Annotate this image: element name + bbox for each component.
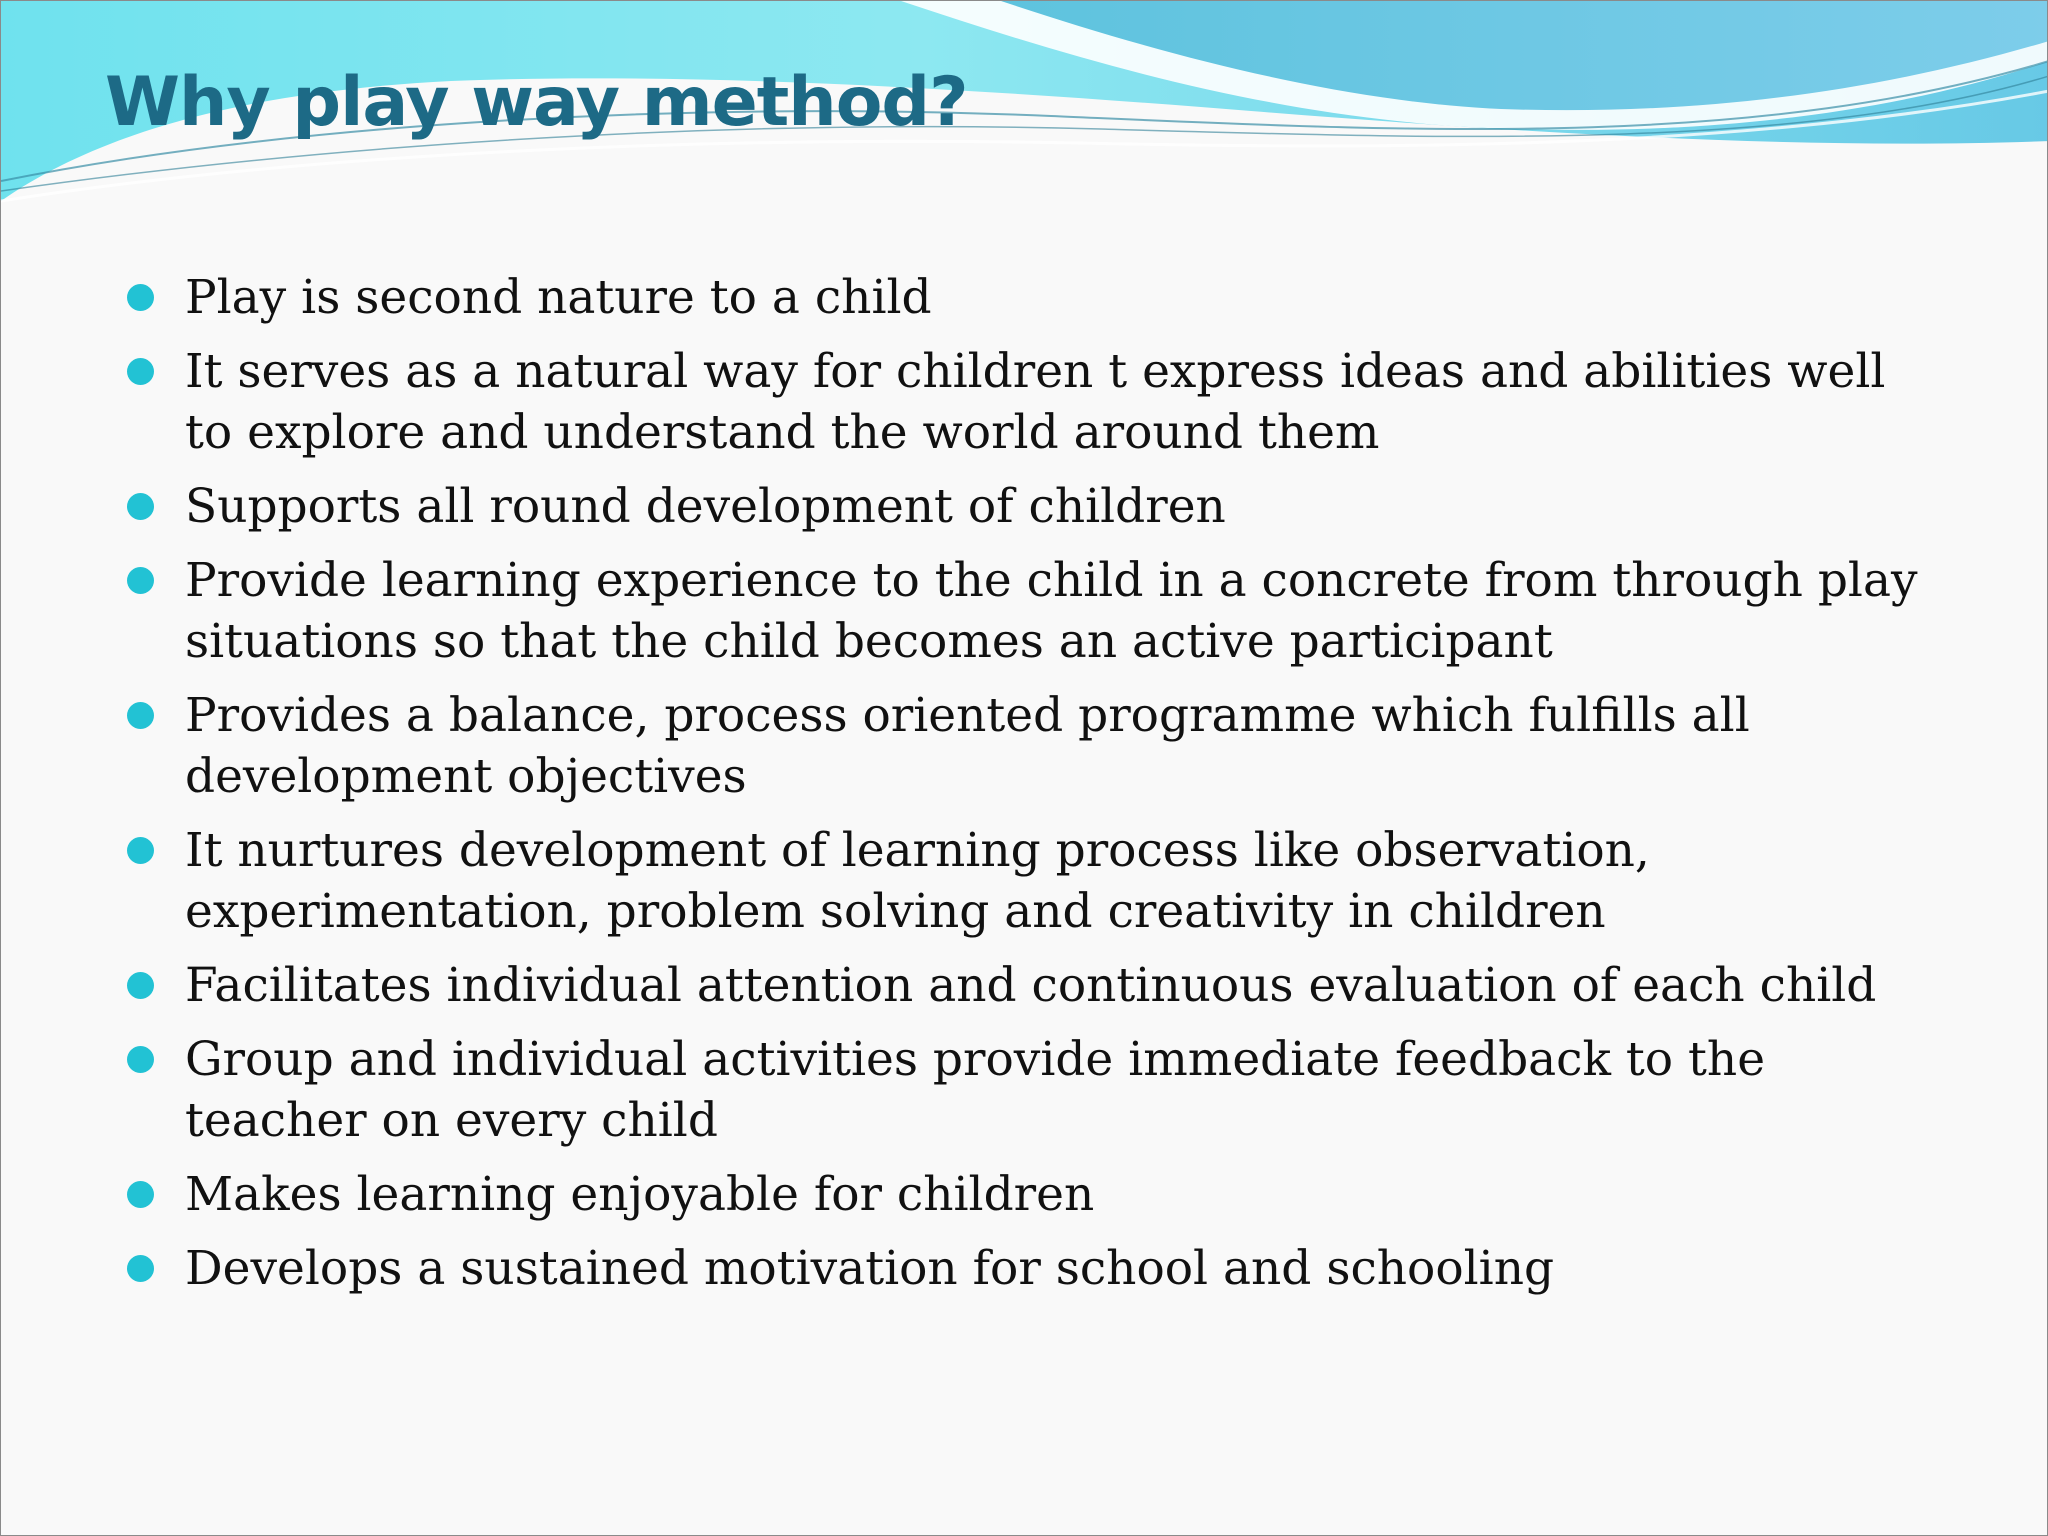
slide-title: Why play way method? <box>105 63 968 142</box>
list-item <box>127 1164 1927 1225</box>
bullet-text: Provide learning experience to the child in a concrete from through play situations so that the child becomes an active participant <box>185 553 1918 669</box>
bullet-list <box>127 267 1927 1312</box>
list-item <box>127 341 1927 463</box>
bullet-text: Group and individual activities provide immediate feedback to the teacher on every child <box>185 1032 1766 1148</box>
bullet-dot-icon <box>127 1255 154 1282</box>
bullet-dot-icon <box>127 972 154 999</box>
list-item <box>127 820 1927 942</box>
bullet-text: Facilitates individual attention and continuous evaluation of each child <box>185 958 1877 1013</box>
bullet-dot-icon <box>127 1181 154 1208</box>
bullet-dot-icon <box>127 493 154 520</box>
list-item <box>127 1238 1927 1299</box>
bullet-text: It serves as a natural way for children t express ideas and abilities well to explore and understand the world around them <box>185 344 1886 460</box>
bullet-dot-icon <box>127 1046 154 1073</box>
bullet-text: Play is second nature to a child <box>185 270 932 325</box>
bullet-text: Makes learning enjoyable for children <box>185 1167 1095 1222</box>
bullet-dot-icon <box>127 567 154 594</box>
bullet-dot-icon <box>127 837 154 864</box>
list-item <box>127 267 1927 328</box>
bullet-dot-icon <box>127 358 154 385</box>
bullet-dot-icon <box>127 284 154 311</box>
list-item <box>127 550 1927 672</box>
bullet-dot-icon <box>127 702 154 729</box>
list-item <box>127 955 1927 1016</box>
bullet-text: It nurtures development of learning process like observation, experimentation, problem solving and creativity in children <box>185 823 1650 939</box>
bullet-text: Develops a sustained motivation for school and schooling <box>185 1241 1555 1296</box>
bullet-text: Provides a balance, process oriented programme which fulfills all development objectives <box>185 688 1750 804</box>
list-item <box>127 1029 1927 1151</box>
list-item <box>127 685 1927 807</box>
bullet-text: Supports all round development of children <box>185 479 1226 534</box>
list-item <box>127 476 1927 537</box>
